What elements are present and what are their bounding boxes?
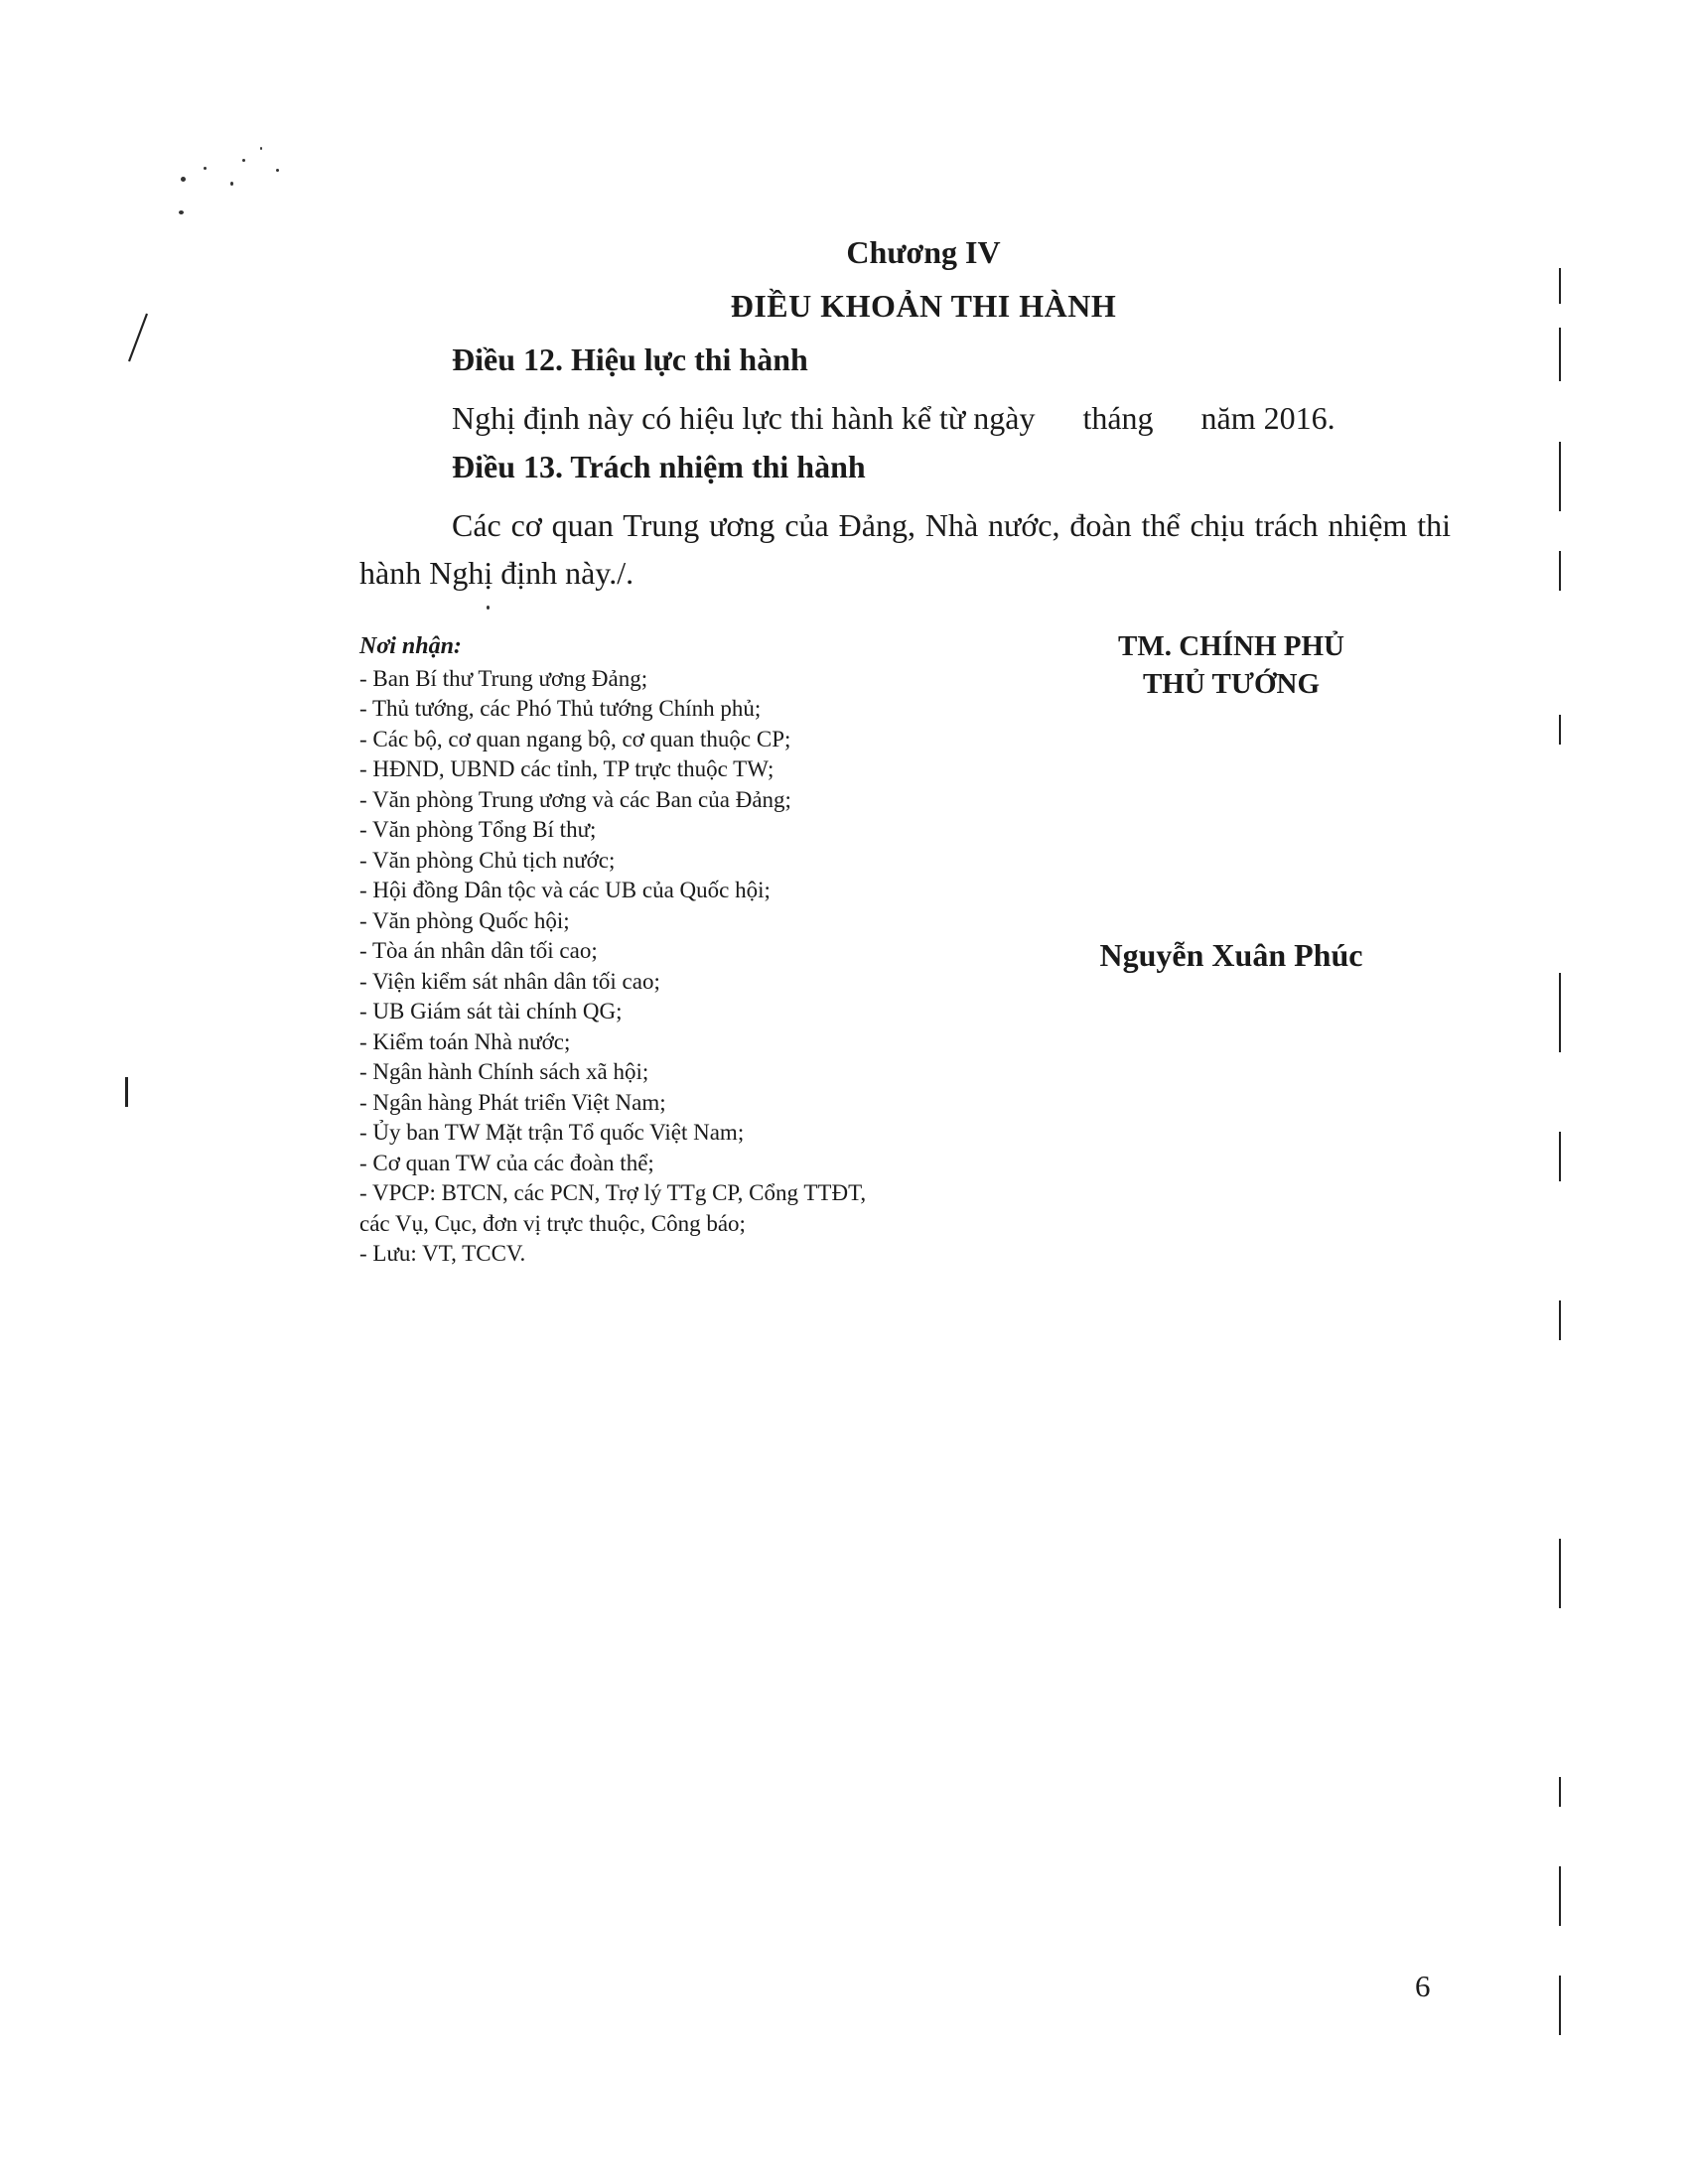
article-13-body: Các cơ quan Trung ương của Đảng, Nhà nước, đoàn thể chịu trách nhiệm thi hành Nghị định này./. bbox=[359, 507, 1451, 591]
recipient-item: - Văn phòng Tổng Bí thư; bbox=[359, 817, 597, 842]
pen-stroke-mark bbox=[123, 310, 153, 369]
recipient-item: - Ban Bí thư Trung ương Đảng; bbox=[359, 665, 648, 691]
recipient-item: - Các bộ, cơ quan ngang bộ, cơ quan thuộc CP; bbox=[359, 726, 791, 751]
recipient-item: - Cơ quan TW của các đoàn thể; bbox=[359, 1150, 654, 1175]
recipient-item: - Ngân hành Chính sách xã hội; bbox=[359, 1059, 649, 1084]
chapter-label: Chương IV bbox=[846, 234, 1001, 270]
article-12-heading: Điều 12. Hiệu lực thi hành bbox=[452, 341, 808, 377]
recipient-item: - Lưu: VT, TCCV. bbox=[359, 1241, 526, 1266]
signature-title: THỦ TƯỚNG bbox=[1142, 668, 1321, 700]
recipient-item: - Ngân hàng Phát triển Việt Nam; bbox=[359, 1089, 666, 1115]
recipient-item: - UB Giám sát tài chính QG; bbox=[359, 999, 623, 1024]
recipient-item: - HĐND, UBND các tỉnh, TP trực thuộc TW; bbox=[359, 756, 774, 781]
recipient-item: các Vụ, Cục, đơn vị trực thuộc, Công báo; bbox=[359, 1210, 746, 1236]
signature-org: TM. CHÍNH PHỦ bbox=[1118, 630, 1344, 662]
article-13-heading: Điều 13. Trách nhiệm thi hành bbox=[452, 449, 866, 484]
recipient-item: - Văn phòng Quốc hội; bbox=[359, 907, 570, 933]
signature-block bbox=[1043, 627, 1420, 703]
recipient-item: - VPCP: BTCN, các PCN, Trợ lý TTg CP, Cổng TTĐT, bbox=[359, 1180, 867, 1205]
recipients-title: Nơi nhận: bbox=[359, 633, 462, 659]
recipients-list bbox=[359, 664, 995, 1270]
recipient-item: - Văn phòng Chủ tịch nước; bbox=[359, 847, 616, 873]
article-12-body: Nghị định này có hiệu lực thi hành kể từ ngày tháng năm 2016. bbox=[452, 400, 1336, 436]
recipient-item: - Kiểm toán Nhà nước; bbox=[359, 1028, 571, 1054]
recipient-item: - Tòa án nhân dân tối cao; bbox=[359, 938, 598, 963]
recipient-item: - Ủy ban TW Mặt trận Tổ quốc Việt Nam; bbox=[359, 1120, 745, 1145]
recipient-item: - Viện kiểm sát nhân dân tối cao; bbox=[359, 968, 660, 994]
recipient-item: - Văn phòng Trung ương và các Ban của Đảng; bbox=[359, 786, 791, 812]
signer-name: Nguyễn Xuân Phúc bbox=[1099, 937, 1363, 973]
chapter-title: ĐIỀU KHOẢN THI HÀNH bbox=[730, 288, 1117, 324]
page-number: 6 bbox=[1415, 1969, 1431, 2003]
recipient-item: - Thủ tướng, các Phó Thủ tướng Chính phủ; bbox=[359, 696, 762, 721]
recipients-block bbox=[359, 631, 995, 1270]
recipient-item: - Hội đồng Dân tộc và các UB của Quốc hội; bbox=[359, 878, 771, 902]
